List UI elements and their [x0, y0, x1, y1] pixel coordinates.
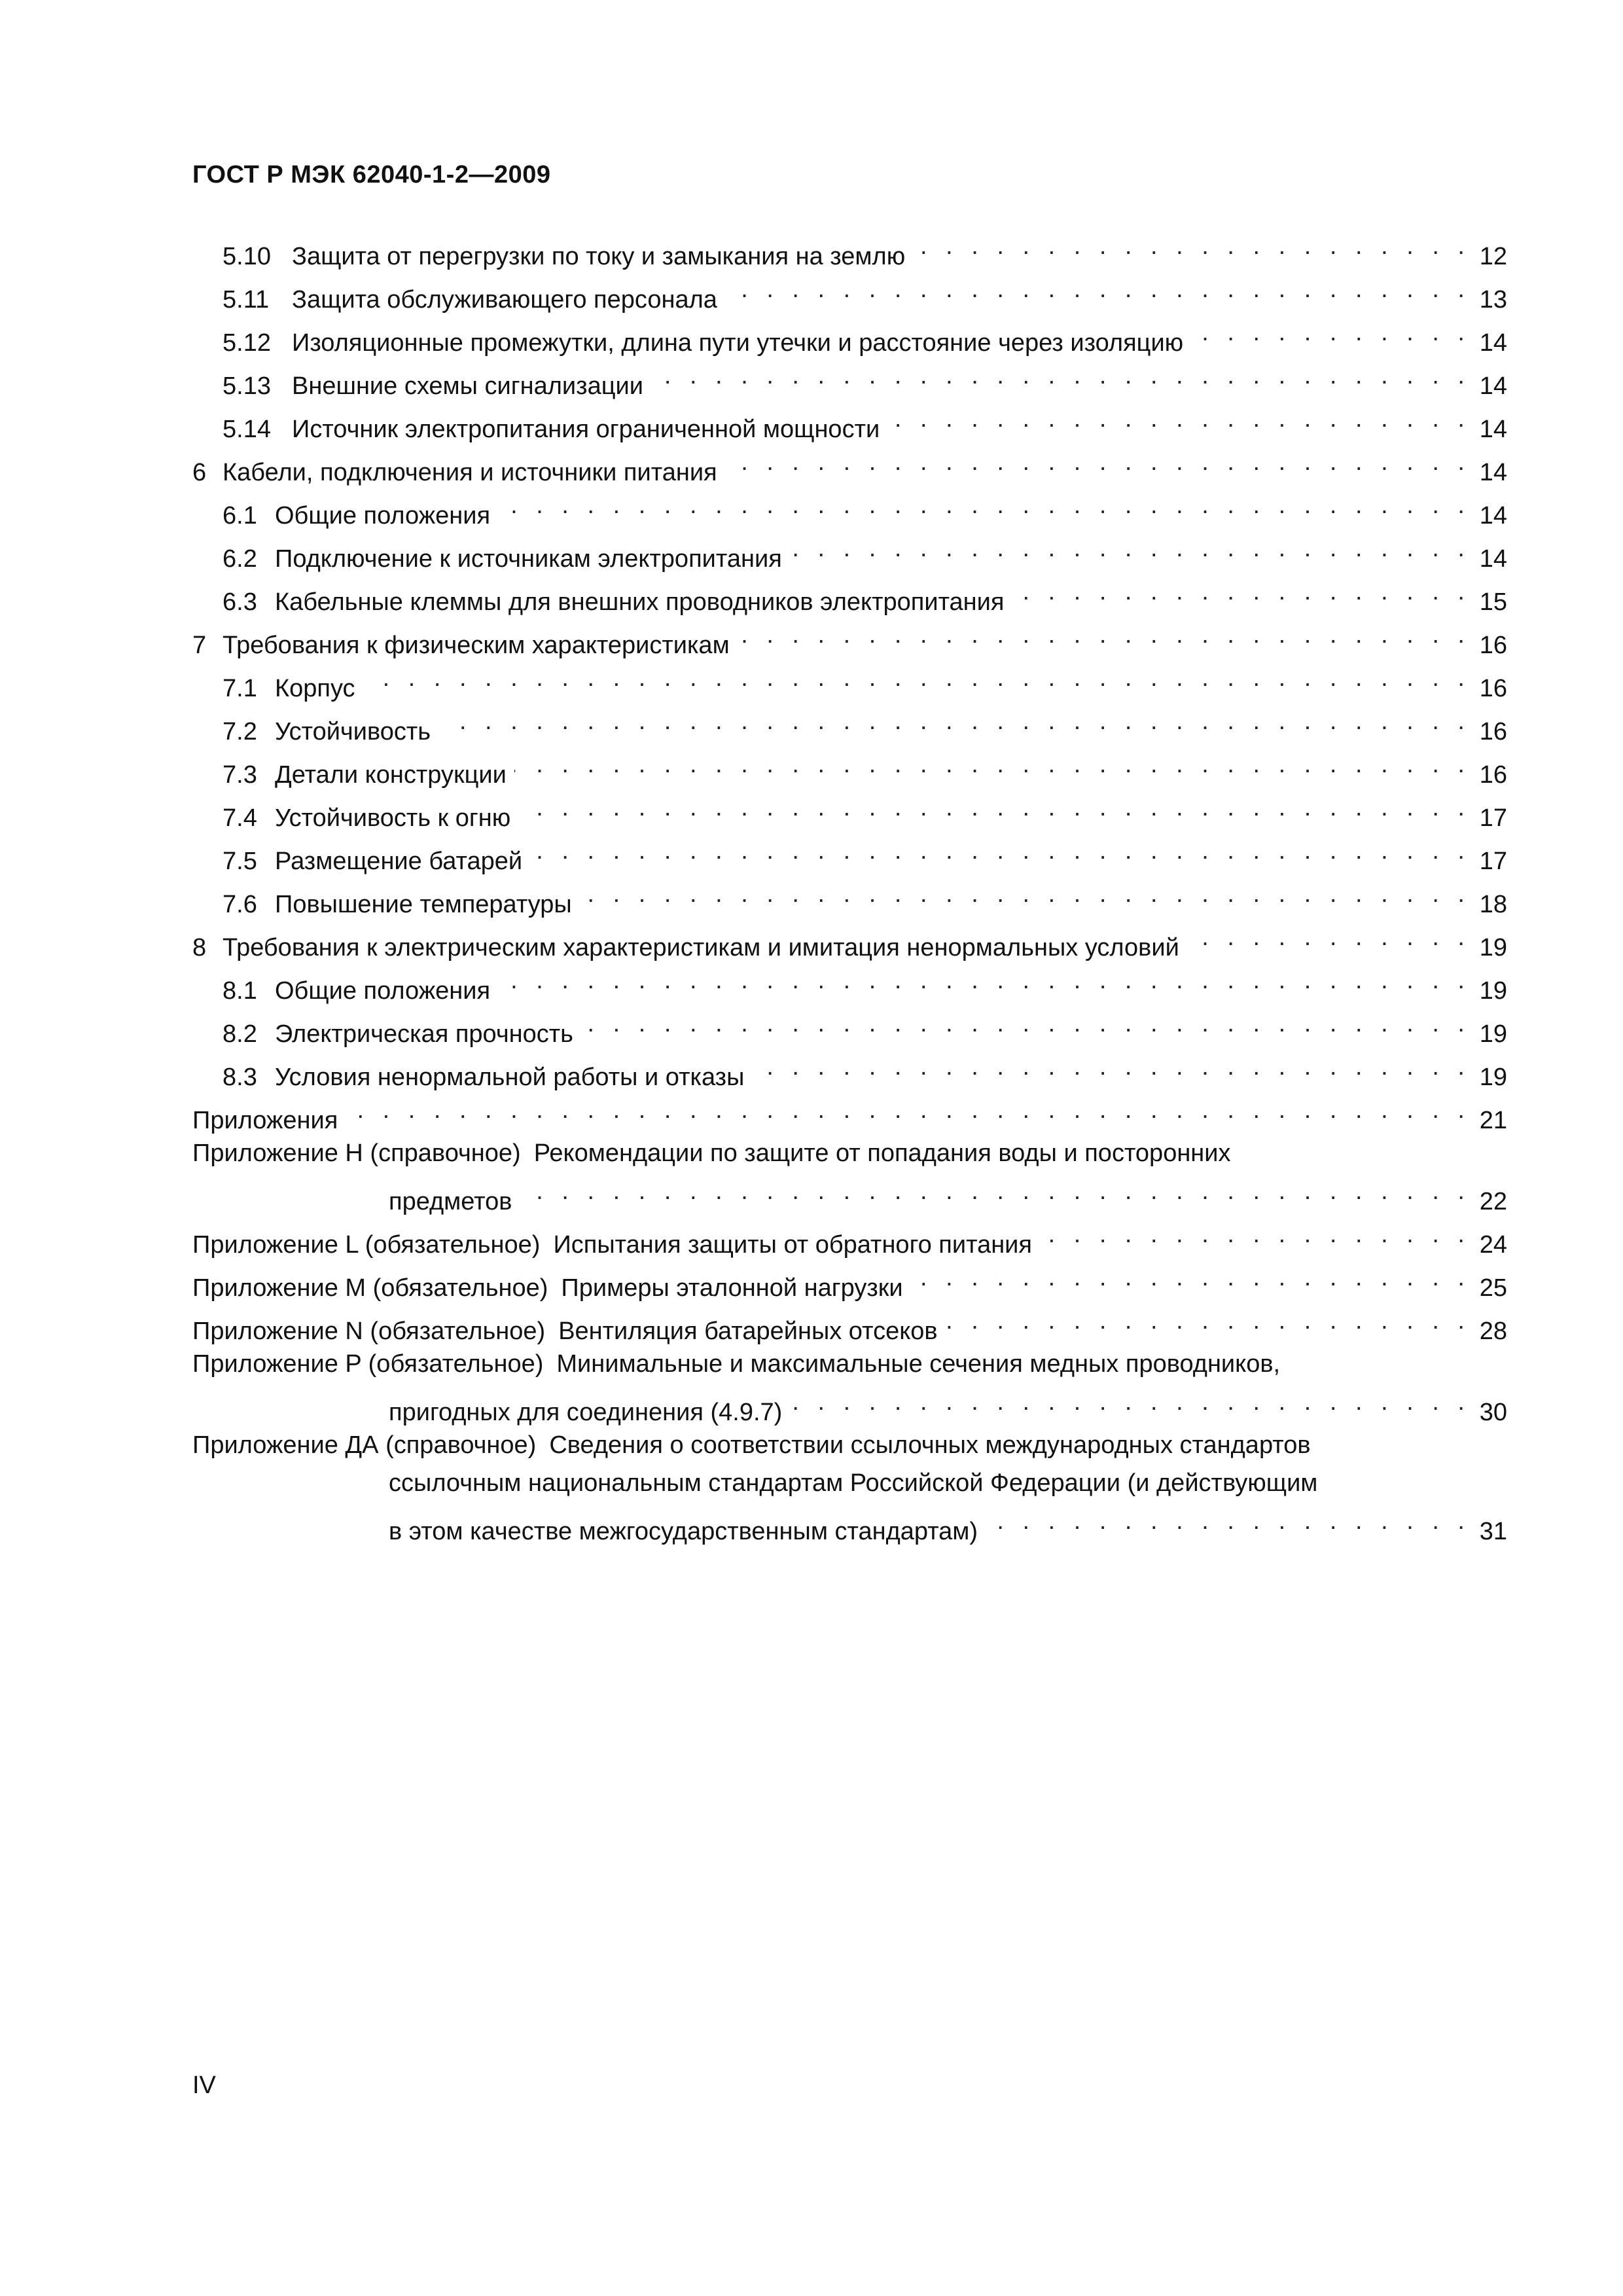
toc-entry-page: 17	[1479, 848, 1507, 875]
appendix-h-first-line[interactable]	[192, 1135, 1231, 1172]
toc-entry-number: 7.5	[223, 848, 257, 875]
toc-entry-page: 14	[1479, 459, 1507, 486]
toc-entry-title: Подключение к источникам электропитания	[275, 545, 782, 573]
toc-entry-title: Повышение температуры	[275, 891, 572, 918]
dot-leader	[530, 833, 1471, 869]
appendix-n[interactable]	[192, 1302, 1507, 1345]
toc-entry-number: 5.13	[223, 372, 271, 400]
toc-entry-number: 6.1	[223, 502, 257, 529]
appendix-l[interactable]	[192, 1216, 1507, 1259]
dot-leader	[911, 1259, 1471, 1296]
toc-entry-title: Защита от перегрузки по току и замыкания на землю	[292, 243, 906, 270]
toc-entry[interactable]	[223, 833, 1507, 875]
toc-entry-number: 8.2	[223, 1020, 257, 1048]
appendix-p-last-line[interactable]	[389, 1384, 1507, 1426]
appendix-title-line: ссылочным национальным стандартам Российской Федерации (и действующим	[389, 1469, 1318, 1497]
toc-entry-number: 7.2	[223, 718, 257, 745]
toc-entry-title: Общие положения	[275, 502, 491, 529]
toc-entry-title: Требования к физическим характеристикам	[223, 632, 730, 659]
toc-entry-page: 12	[1479, 243, 1507, 270]
toc-entry-number: 6.2	[223, 545, 257, 573]
dot-leader	[752, 1049, 1471, 1085]
toc-entry-number: 7.1	[223, 675, 257, 702]
dot-leader	[1040, 1216, 1471, 1253]
dot-leader	[738, 617, 1471, 653]
toc-entry-number: 5.14	[223, 416, 271, 443]
toc-entry-number: 8.1	[223, 977, 257, 1005]
document-header: ГОСТ Р МЭК 62040-1-2—2009	[192, 161, 551, 188]
toc-entry-page: 16	[1479, 675, 1507, 702]
dot-leader	[913, 228, 1471, 264]
toc-entry-page: 14	[1479, 329, 1507, 357]
toc-entry[interactable]	[223, 314, 1507, 357]
toc-entry-title: Требования к электрическим характеристикам и имитация ненормальных условий	[223, 934, 1179, 961]
toc-entry[interactable]	[192, 617, 1507, 659]
toc-entry-appendices[interactable]	[192, 1092, 1507, 1134]
appendix-title-line: пригодных для соединения (4.9.7)	[389, 1399, 783, 1426]
toc-entry[interactable]	[223, 271, 1507, 314]
toc-entry-page: 31	[1479, 1518, 1507, 1545]
dot-leader	[581, 1005, 1471, 1042]
toc-entry-title: Внешние схемы сигнализации	[292, 372, 643, 400]
toc-entry-title: Источник электропитания ограниченной мощности	[292, 416, 880, 443]
toc-entry-title: Электрическая прочность	[275, 1020, 573, 1048]
toc-entry-page: 19	[1479, 1064, 1507, 1091]
appendix-da-second-line	[389, 1465, 1317, 1501]
page-number: IV	[192, 2072, 216, 2099]
toc-entry-page: 14	[1479, 416, 1507, 443]
toc-entry-title: Общие положения	[275, 977, 491, 1005]
toc-entry-title: Устойчивость к огню	[275, 804, 511, 832]
toc-entry-title: Кабельные клеммы для внешних проводников электропитания	[275, 588, 1005, 616]
toc-entry[interactable]	[223, 962, 1507, 1005]
toc-entry-page: 16	[1479, 632, 1507, 659]
toc-entry-title: Устойчивость	[275, 718, 431, 745]
toc-entry-page: 13	[1479, 286, 1507, 314]
toc-entry-page: 25	[1479, 1274, 1507, 1302]
toc-entry-number: 7.4	[223, 804, 257, 832]
appendix-label: Приложение L (обязательное)	[192, 1231, 541, 1259]
dot-leader	[790, 530, 1471, 567]
appendix-label: Приложение H (справочное)	[192, 1139, 521, 1167]
appendix-title-line: Испытания защиты от обратного питания	[553, 1231, 1032, 1259]
toc-entry-number: 5.12	[223, 329, 271, 357]
toc-entry-page: 16	[1479, 761, 1507, 789]
toc-entry-page: 19	[1479, 934, 1507, 961]
dot-leader	[887, 401, 1471, 437]
toc-entry[interactable]	[223, 228, 1507, 270]
toc-entry[interactable]	[192, 919, 1507, 961]
dot-leader	[986, 1503, 1471, 1539]
dot-leader	[514, 746, 1471, 783]
toc-entry[interactable]	[223, 703, 1507, 745]
toc-entry-page: 17	[1479, 804, 1507, 832]
toc-entry-title: Защита обслуживающего персонала	[292, 286, 717, 314]
appendix-da-last-line[interactable]	[389, 1503, 1507, 1545]
appendix-title-line: Примеры эталонной нагрузки	[561, 1274, 903, 1302]
toc-entry[interactable]	[223, 1049, 1507, 1091]
toc-entry-page: 16	[1479, 718, 1507, 745]
toc-entry-page: 30	[1479, 1399, 1507, 1426]
appendix-label: Приложение P (обязательное)	[192, 1350, 544, 1378]
appendix-label: Приложение N (обязательное)	[192, 1318, 546, 1345]
toc-entry-number: 5.10	[223, 243, 271, 270]
appendix-title-line: в этом качестве межгосударственным стандартам)	[389, 1518, 978, 1545]
dot-leader	[438, 703, 1471, 740]
dot-leader	[1191, 314, 1471, 351]
appendix-label: Приложение M (обязательное)	[192, 1274, 548, 1302]
dot-leader	[790, 1384, 1471, 1420]
appendix-title-line: Минимальные и максимальные сечения медных проводников,	[556, 1350, 1281, 1378]
appendix-p-first-line[interactable]	[192, 1346, 1280, 1382]
dot-leader	[651, 357, 1471, 394]
toc-entry-page: 14	[1479, 372, 1507, 400]
toc-entry-page: 18	[1479, 891, 1507, 918]
dot-leader	[1012, 573, 1471, 610]
dot-leader	[518, 789, 1471, 826]
dot-leader	[946, 1302, 1471, 1339]
toc-entry-title: Приложения	[192, 1107, 338, 1134]
dot-leader	[498, 962, 1471, 999]
toc-entry[interactable]	[223, 401, 1507, 443]
toc-entry-page: 22	[1479, 1188, 1507, 1215]
toc-entry-number: 8	[192, 934, 207, 961]
dot-leader	[498, 487, 1471, 524]
toc-entry[interactable]	[223, 660, 1507, 702]
appendix-h-last-line[interactable]	[389, 1173, 1507, 1215]
toc-entry[interactable]	[223, 1005, 1507, 1048]
toc-entry-page: 19	[1479, 1020, 1507, 1048]
toc-entry[interactable]	[223, 789, 1507, 832]
toc-entry-number: 7	[192, 632, 207, 659]
dot-leader	[520, 1173, 1471, 1210]
toc-entry-number: 7.3	[223, 761, 257, 789]
toc-entry-title: Корпус	[275, 675, 355, 702]
toc-entry-page: 15	[1479, 588, 1507, 616]
appendix-da-first-line[interactable]	[192, 1427, 1311, 1463]
toc-entry-number: 6	[192, 459, 207, 486]
toc-entry-page: 21	[1479, 1107, 1507, 1134]
dot-leader	[725, 444, 1471, 480]
toc-entry-title: Детали конструкции	[275, 761, 507, 789]
toc-entry-title: Размещение батарей	[275, 848, 523, 875]
toc-entry[interactable]	[223, 876, 1507, 918]
appendix-title-line: предметов	[389, 1188, 512, 1215]
toc-entry-title: Изоляционные промежутки, длина пути утечки и расстояние через изоляцию	[292, 329, 1184, 357]
toc-entry-page: 19	[1479, 977, 1507, 1005]
toc-entry-title: Условия ненормальной работы и отказы	[275, 1064, 745, 1091]
appendix-title-line: Вентиляция батарейных отсеков	[558, 1318, 938, 1345]
toc-entry-page: 14	[1479, 545, 1507, 573]
toc-entry[interactable]	[223, 487, 1507, 529]
toc-entry-number: 6.3	[223, 588, 257, 616]
toc-entry-number: 8.3	[223, 1064, 257, 1091]
appendix-title-line: Сведения о соответствии ссылочных международных стандартов	[549, 1431, 1311, 1459]
toc-entry[interactable]	[223, 746, 1507, 789]
toc-entry[interactable]	[223, 573, 1507, 616]
dot-leader	[363, 660, 1471, 696]
appendix-title-line: Рекомендации по защите от попадания воды и посторонних	[533, 1139, 1231, 1167]
appendix-label: Приложение ДА (справочное)	[192, 1431, 537, 1459]
dot-leader	[725, 271, 1471, 308]
dot-leader	[1187, 919, 1471, 956]
toc-entry[interactable]	[223, 530, 1507, 573]
dot-leader	[346, 1092, 1471, 1128]
dot-leader	[580, 876, 1471, 912]
toc-entry-number: 7.6	[223, 891, 257, 918]
toc-entry-title: Кабели, подключения и источники питания	[223, 459, 717, 486]
toc-entry-page: 24	[1479, 1231, 1507, 1259]
toc-entry-page: 28	[1479, 1318, 1507, 1345]
toc-entry[interactable]	[192, 444, 1507, 486]
appendix-m[interactable]	[192, 1259, 1507, 1302]
toc-entry[interactable]	[223, 357, 1507, 400]
toc-entry-page: 14	[1479, 502, 1507, 529]
toc-entry-number: 5.11	[223, 286, 270, 314]
